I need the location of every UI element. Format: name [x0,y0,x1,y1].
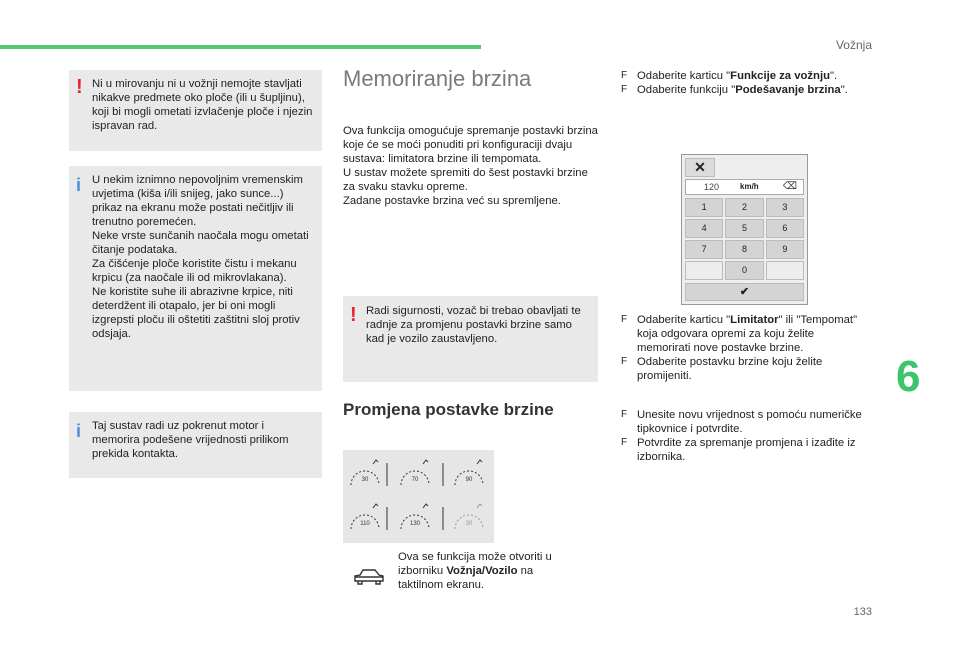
numeric-keypad [685,198,804,280]
speed-icon-label: 130 [409,521,421,527]
car-icon [352,565,386,594]
bullet-symbol: F [621,70,628,81]
info-text-display: U nekim iznimno nepovoljnim vremenskim uvjetima (kiša i/ili snijeg, jako sunce...) prikaz na ekranu može postati nečitljiv ili trenutno poremećen. Neke vrste sunčanih naočala mogu ometati čitanje podataka. Za čišćenje ploče koristite čistu i mekanu krpicu (za naočale ili od mikrovlakana). Ne koristite suhe ili abrazivne krpice, niti deterdžent ili otapalo, jer bi oni mogli izgrepsti ploču ili oštetiti zaštitni sloj protiv odsjaja. [92,174,309,340]
step-item [621,83,881,97]
info-box-system [69,412,322,478]
key-blank [685,261,723,280]
key-8[interactable]: 8 [725,240,763,259]
speed-icon-label: 70 [411,477,419,483]
steps-group-3 [621,408,876,464]
backspace-icon[interactable]: ⌫ [782,181,797,192]
info-box-display [69,166,322,391]
speed-value-field[interactable] [685,179,804,195]
bullet-symbol: F [621,356,628,367]
page-number: 133 [853,606,872,618]
bullet-symbol: F [621,409,628,420]
step-item [621,408,876,436]
header-accent-bar [0,45,481,49]
speed-icon-label: 110 [360,521,370,527]
key-5[interactable]: 5 [725,219,763,238]
step-item [621,313,866,355]
section-title: Vožnja [835,38,872,52]
key-7[interactable]: 7 [685,240,723,259]
steps-group-2 [621,313,866,383]
step-bold: Podešavanje brzina [735,84,841,96]
step-bold: Limitator [730,314,779,326]
speed-icons-graphic [343,450,494,543]
bullet-symbol: F [621,84,628,95]
step-item [621,436,876,464]
speed-icons-panel [343,450,494,543]
speed-icon-label: 30 [465,521,473,527]
step-suffix: ". [829,70,838,82]
step-item [621,355,866,383]
confirm-button[interactable]: ✔ [685,283,804,301]
warning-box-safety [343,296,598,382]
warning-box-panel [69,70,322,151]
speed-keypad-screen [681,154,808,305]
menu-note [398,550,573,592]
heading-change-speed: Promjena postavke brzine [343,400,554,419]
key-2[interactable]: 2 [725,198,763,217]
key-blank [766,261,804,280]
warning-text: Ni u mirovanju ni u vožnji nemojte stavljati nikakve predmete oko ploče (ili u šupljinu), koji bi mogli ometati izvlačenje ploče i njezin ispravan rad. [92,78,313,132]
step-text: Unesite novu vrijednost s pomoću numeričke tipkovnice i potvrdite. [637,409,862,435]
intro-text: Ova funkcija omogućuje spremanje postavki brzina koje će se moći ponuditi pri konfiguraciji dvaju sustava: limitatora brzine ili tempomata. U sustav možete spremiti do šest postavki brzine za svaku stavku opreme. Zadane postavke brzina već su spremljene. [343,125,598,207]
info-icon: i [76,421,82,441]
step-text: Potvrdite za spremanje promjena i izađite iz izbornika. [637,437,856,463]
info-text-system: Taj sustav radi uz pokrenut motor i memorira podešene vrijednosti prilikom prekida kontakta. [92,420,289,460]
bullet-symbol: F [621,314,628,325]
info-icon: i [76,175,82,195]
key-3[interactable]: 3 [766,198,804,217]
step-text: Odaberite funkciju " [637,84,736,96]
chapter-number: 6 [896,352,921,401]
menu-note-prefix: Ova se funkcija može otvoriti u izborniku [398,551,552,577]
key-0[interactable]: 0 [725,261,763,280]
close-button[interactable]: ✕ [685,158,715,177]
heading-memorize-speeds: Memoriranje brzina [343,66,532,91]
step-suffix: ". [840,84,848,96]
step-suffix: " ili "Tempomat" koja odgovara opremi za koju želite memorirati nove postavke brzine. [637,314,858,354]
speed-icon-label: 30 [361,477,369,483]
key-4[interactable]: 4 [685,219,723,238]
key-6[interactable]: 6 [766,219,804,238]
steps-group-1 [621,69,881,97]
warning-text-safety: Radi sigurnosti, vozač bi trebao obavljati te radnje za promjenu postavki brzine samo kad je vozilo zaustavljeno. [366,305,581,345]
speed-icon-label: 90 [465,477,473,483]
warning-icon: ! [350,304,357,326]
menu-note-suffix: na taktilnom ekranu. [398,565,534,591]
step-item [621,69,881,83]
step-text: Odaberite postavku brzine koju želite promijeniti. [637,356,823,382]
warning-icon: ! [76,76,83,98]
speed-value: 120 [704,182,720,192]
menu-note-bold: Vožnja/Vozilo [446,565,518,577]
bullet-symbol: F [621,437,628,448]
step-text: Odaberite karticu " [637,314,731,326]
speed-unit: km/h [740,182,759,191]
key-9[interactable]: 9 [766,240,804,259]
step-text: Odaberite karticu " [637,70,731,82]
step-bold: Funkcije za vožnju [730,70,830,82]
key-1[interactable]: 1 [685,198,723,217]
